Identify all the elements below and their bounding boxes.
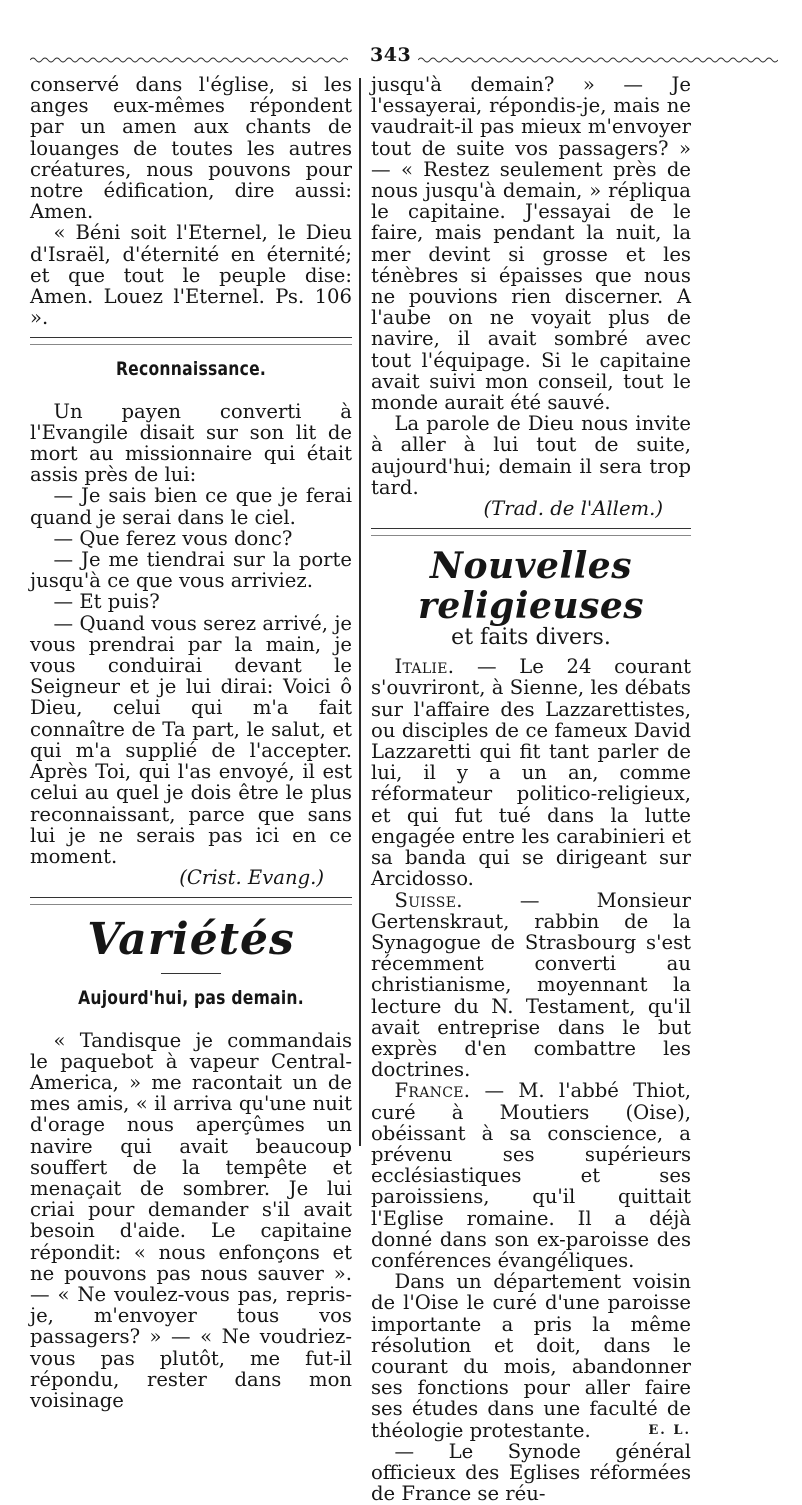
page-number: 343 bbox=[370, 44, 412, 66]
dialogue-line: — Quand vous serez arrivé, je vous prendrai par la main, je vous conduirai devant le Seigneur et je lui dirai: Voici ô Dieu, celui qui m'a fait connaître de Ta part, le salut, et qui m'a supplié de l'accepter. Après Toi, qui l'as envoyé, il est celui au quel je dois être le plus reconnaissant, parce que sans lui je ne serais pas ici en ce moment. bbox=[30, 611, 352, 868]
news-label: Suisse. bbox=[394, 888, 463, 912]
dialogue-line: — Je me tiendrai sur la porte jusqu'à ce que vous arriviez. bbox=[30, 548, 352, 593]
section-title-nouvelles: Nouvelles religieuses bbox=[417, 545, 645, 628]
left-column bbox=[30, 74, 352, 1411]
paragraph-text: Dans un département voisin de l'Oise le curé d'une paroisse importante a pris la même résolution et doit, dans le courant du mois, abandonner ses fonctions pour aller faire ses études dans une faculté de théologie protestante. bbox=[371, 1270, 691, 1442]
paragraph-psalm: « Béni soit l'Eternel, le Dieu d'Israël, d'éternité en éternité; et que tout le peuple dise: Amen. Louez l'Eternel. Ps. 106 ». bbox=[30, 221, 352, 330]
paragraph: — Le Synode général officieux des Eglises réformées de France se réu- bbox=[371, 1439, 691, 1505]
source-attribution: (Trad. de l'Allem.) bbox=[483, 497, 663, 521]
page-header bbox=[30, 44, 778, 70]
paragraph: La parole de Dieu nous invite à aller à lui tout de suite, aujourd'hui; demain il sera trop tard. bbox=[371, 412, 691, 499]
news-item-france bbox=[371, 1080, 691, 1271]
right-column bbox=[371, 74, 691, 1504]
article-subtitle: Aujourd'hui, pas demain. bbox=[78, 987, 304, 1010]
dialogue-line: — Que ferez vous donc? bbox=[53, 526, 293, 550]
short-rule bbox=[161, 973, 221, 974]
header-wavy-rule-right bbox=[418, 56, 778, 64]
news-text: — M. l'abbé Thiot, curé à Moutiers (Oise), obéissant à sa conscience, a prévenu ses supérieurs ecclésiastiques et ses paroissiens, qu'il quittait l'Eglise romaine. Il a déjà donné dans son ex-paroisse des conférences évangéliques. bbox=[371, 1079, 691, 1272]
paragraph: « Tandisque je commandais le paquebot à vapeur Central-America, » me racontait un de mes amis, « il arriva qu'une nuit d'orage nous aperçûmes un navire qui avait beaucoup souffert de la tempête et menaçait de sombrer. Je lui criai pour demander s'il avait besoin d'aide. Le capitaine répondit: « nous enfonçons et ne pouvons pas nous sauver ». — « Ne voulez-vous pas, repris-je, m'envoyer tous vos passagers? » — « Ne voudriez-vous pas plutôt, me fut-il répondu, rester dans mon voisinage bbox=[30, 1028, 352, 1412]
news-item-italie bbox=[371, 656, 691, 889]
paragraph: conservé dans l'église, si les anges eux-mêmes répondent par un amen aux chants de louanges de toutes les autres créatures, nous pouvons pour notre édification, dire aussi: Amen. bbox=[30, 73, 352, 224]
header-wavy-rule-left bbox=[30, 56, 348, 64]
paragraph: Un payen converti à l'Evangile disait sur son lit de mort au missionnaire qui était assis près de lui: bbox=[30, 399, 352, 487]
news-label: Italie. bbox=[394, 655, 455, 679]
source-attribution: (Crist. Evang.) bbox=[179, 866, 324, 890]
news-text: — Monsieur Gertenskraut, rabbin de la Synagogue de Strasbourg s'est récemment converti au christianisme, moyennant la lecture du N. Testament, qu'il avait entreprise dans le but exprès d'en combattre les doctrines. bbox=[371, 888, 692, 1082]
dialogue-line: — Je sais bien ce que je ferai quand je serai dans le ciel. bbox=[30, 484, 352, 529]
author-initials: E. L. bbox=[648, 1422, 691, 1438]
section-rule bbox=[371, 528, 691, 536]
section-rule bbox=[30, 337, 352, 345]
news-text: — Le 24 courant s'ouvriront, à Sienne, les débats sur l'affaire des Lazzarettistes, ou disciples de ce fameux David Lazzaretti qui fit tant parler de lui, il y a un an, comme réformateur politico-religieux, et qui fut tué dans la lutte engagée entre les carabinieri et sa banda qui se dirigeant sur Arcidosso. bbox=[371, 655, 691, 891]
section-title-varietes: Variétés bbox=[87, 914, 295, 966]
section-title-reconnaissance: Reconnaissance. bbox=[115, 358, 267, 381]
section-rule bbox=[30, 897, 352, 905]
paragraph bbox=[371, 1271, 691, 1441]
dialogue-line: — Et puis? bbox=[53, 590, 160, 614]
column-divider bbox=[359, 78, 361, 1146]
news-item-suisse bbox=[371, 890, 691, 1081]
news-label: France. bbox=[394, 1079, 471, 1103]
section-subtitle: et faits divers. bbox=[451, 625, 611, 651]
paragraph: jusqu'à demain? » — Je l'essayerai, répondis-je, mais ne vaudrait-il pas mieux m'envoyer tout de suite vos passagers? » — « Restez seulement près de nous jusqu'à demain, » répliqua le capitaine. J'essayai de le faire, mais pendant la nuit, la mer devint si grosse et les ténèbres si épaisses que nous ne pouvions rien discerner. A l'aube on ne voyait plus de navire, il avait sombré avec tout l'équipage. Si le capitaine avait suivi mon conseil, tout le monde aurait été sauvé. bbox=[371, 73, 691, 415]
